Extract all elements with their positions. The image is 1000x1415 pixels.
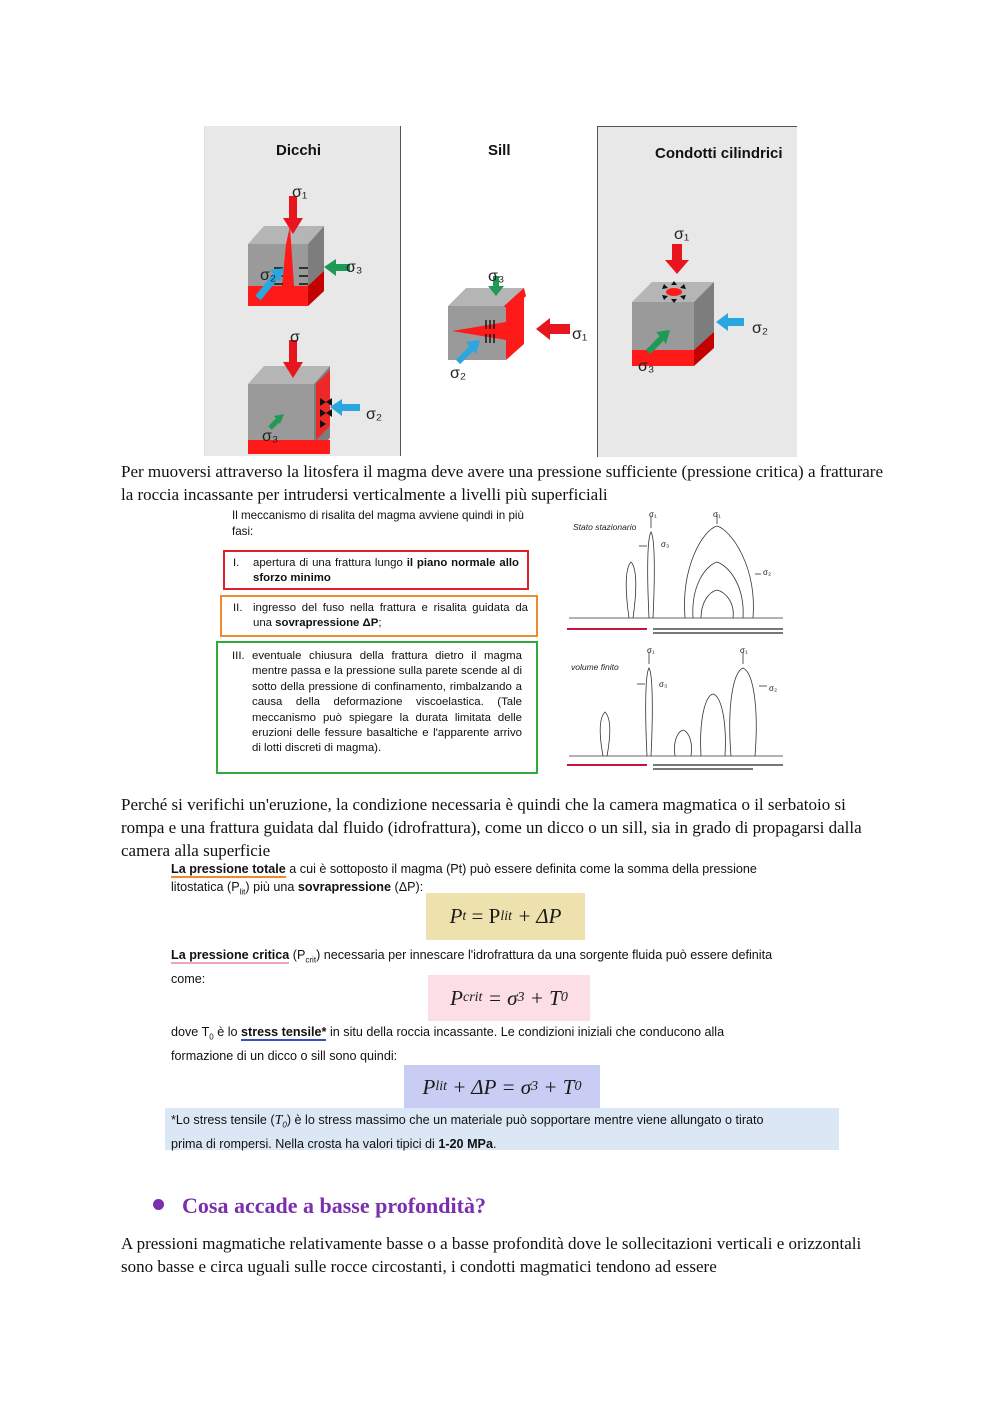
prop-sigma1-c: σ₁	[647, 646, 655, 655]
stress-regime-figure	[204, 126, 796, 456]
prop-sigma3-b: σ₃	[659, 680, 668, 689]
mechanism-step-2	[220, 595, 538, 637]
paragraph-shallow-depth: A pressioni magmatiche relativamente basse o a basse profondità dove le sollecitazioni verticali e orizzontali sono basse e circa uguali sulle rocce circostanti, i condotti magmatici tendono ad essere	[121, 1234, 862, 1276]
prop-sigma2-a: σ₂	[763, 568, 772, 577]
stress-cubes-drawing	[204, 126, 796, 456]
section-bullet	[153, 1199, 164, 1210]
critical-pressure-text: La pressione critica $(P_{crit})$ necessaria per innescare l'idrofrattura da una sorgente fluida può essere definita come:	[171, 948, 773, 986]
prop-sigma3-a: σ₃	[661, 540, 670, 549]
sigma1-arrow-conduit	[665, 244, 689, 274]
sigma2-label-dyke-1: σ₂	[260, 267, 277, 284]
tensile-stress-note: *Lo stress tensile $(T_0)$ è lo stress massimo che un materiale può sopportare mentre viene allungato o tirato prima di rompersi. Nella crosta ha valori tipici di 1-20 MPa.	[165, 1108, 839, 1150]
steady-state-label: Stato stazionario	[573, 522, 637, 532]
equation-total-pressure: P t = P lit + ΔP	[426, 893, 585, 940]
critical-pressure-term: La pressione critica	[171, 948, 290, 962]
section-heading: Cosa accade a basse profondità?	[182, 1193, 486, 1218]
equation-critical-pressure: P crit = σ 3 + T 0	[428, 975, 590, 1021]
prop-sigma1-b: σ₁	[713, 510, 721, 519]
paragraph-eruption-condition: Perché si verifichi un'eruzione, la condizione necessaria è quindi che la camera magmatica o il serbatoio si rompa e una frattura guidata dal fluido (idrofrattura), come un dicco o un sill, sia in grado di propagarsi dalla camera alla superficie	[121, 795, 862, 860]
prop-sigma2-b: σ₂	[769, 684, 778, 693]
sigma3-label-conduit: σ₃	[638, 358, 655, 375]
sigma2-arrow-dyke-2	[330, 399, 360, 416]
step-2-text: ingresso del fuso nella frattura e risalita guidata da una sovrapressione ΔP;	[253, 602, 528, 630]
mechanism-intro: Il meccanismo di risalita del magma avviene quindi in più fasi:	[232, 509, 524, 538]
step-1-number: I.	[233, 557, 240, 569]
sigma-label-dyke-2: σ	[290, 329, 300, 346]
dykes-title: Dicchi	[276, 142, 322, 159]
step-1-text: apertura di una frattura lungo il piano normale allo sforzo minimo	[253, 557, 520, 585]
sigma2-label-dyke-2: σ₂	[366, 406, 383, 423]
dyke-cube-lower	[248, 366, 332, 454]
sigma1-label-sill: σ₁	[572, 326, 588, 343]
mechanism-step-3	[216, 641, 538, 774]
paragraph-critical-pressure: Per muoversi attraverso la litosfera il magma deve avere una pressione sufficiente (pressione critica) a fratturare la roccia incassante per intrudersi verticalmente a livelli più superficiali	[121, 462, 883, 504]
step-2-number: II.	[233, 602, 243, 614]
total-pressure-term: La pressione totale	[171, 862, 286, 876]
magma-propagation-figure	[563, 506, 789, 774]
conduits-title: Condotti cilindrici	[655, 145, 783, 162]
sigma3-label-dyke-2: σ₃	[262, 428, 279, 445]
sigma1-arrow-sill	[536, 318, 570, 340]
sigma1-label-dyke-1: σ₁	[292, 184, 308, 201]
equation-initial-conditions: P lit + ΔP = σ 3 + T 0	[404, 1065, 600, 1109]
mechanism-step-1	[223, 550, 529, 590]
sigma3-label-dyke-1: σ₃	[346, 259, 363, 276]
sigma2-arrow-conduit	[716, 313, 744, 331]
conduit-cube	[632, 281, 714, 366]
finite-volume-label: volume finito	[571, 662, 619, 672]
sigma2-label-sill: σ₂	[450, 365, 467, 382]
tensile-stress-text: dove $T_0$ è lo stress tensile* in situ della roccia incassante. Le condizioni iniziali che conducono alla formazione di un dicco o sill sono quindi:	[171, 1025, 725, 1063]
prop-sigma1-a: σ₁	[649, 510, 657, 519]
step-3-text: eventuale chiusura della frattura dietro il magma mentre passa e la pressione sulla parete scende al di sotto della pressione di confinamento, rimbalzando a causa della deformazione viscoelastica. (Tale meccanismo può spiegare la durata limitata delle eruzioni delle fessure basaltiche e l'apparente arrivo di lotti discreti di magma).	[252, 650, 522, 755]
propagation-drawing	[563, 506, 789, 774]
prop-sigma1-d: σ₁	[740, 646, 748, 655]
sigma3-label-sill: σ₃	[488, 268, 505, 285]
tensile-stress-term: stress tensile*	[241, 1025, 327, 1039]
sill-title: Sill	[488, 142, 511, 159]
sigma2-label-conduit: σ₂	[752, 320, 769, 337]
total-pressure-text: La pressione totale a cui è sottoposto il magma (Pt) può essere definita come la somma della pressione litostatica $(P_{lit})$ più una sovrapressione (ΔP):	[171, 862, 757, 897]
sill-cube	[448, 288, 526, 360]
sigma1-label-conduit: σ₁	[674, 226, 690, 243]
step-3-number: III.	[232, 650, 245, 662]
